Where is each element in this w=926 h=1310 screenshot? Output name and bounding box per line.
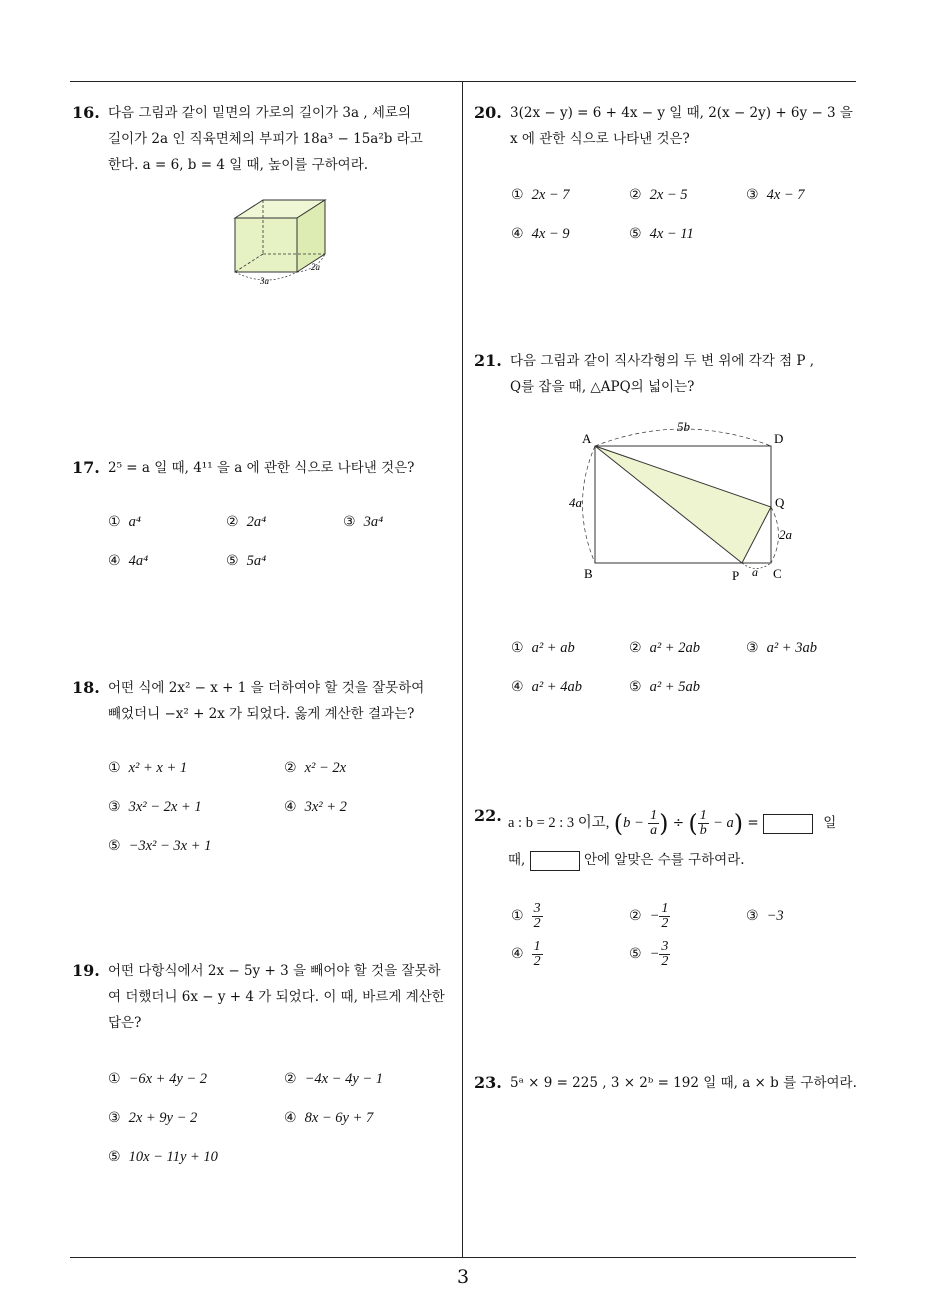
option-text: 4x − 9 (531, 226, 570, 242)
triangle-apq (595, 446, 771, 563)
question-number: 18. (72, 678, 100, 697)
option-mark: ③ (108, 799, 121, 815)
stem-line: 한다. a = 6, b = 4 일 때, 높이를 구하여라. (108, 157, 369, 173)
top-rule (70, 81, 856, 82)
label-5b: 5b (677, 419, 690, 434)
stem-line: 길이가 2a 인 직육면체의 부피가 18a³ − 15a²b 라고 (108, 131, 423, 147)
line2-pre: 때, (508, 852, 526, 868)
option-text: 2x − 5 (649, 187, 688, 203)
question-stem (510, 348, 859, 400)
option-text: x² + x + 1 (128, 760, 188, 776)
option-mark: ③ (343, 514, 356, 530)
option-mark: ④ (511, 679, 524, 695)
stem-line: 다음 그림과 같이 직사각형의 두 변 위에 각각 점 P , (510, 353, 815, 369)
option-text: x² − 2x (304, 760, 347, 776)
question-17 (72, 455, 457, 481)
option-mark: ② (284, 760, 297, 776)
line2-post: 안에 알맞은 수를 구하여라. (583, 852, 745, 868)
option-2[interactable] (629, 187, 688, 204)
option-mark: ④ (511, 946, 524, 962)
stem-line: 5ᵃ × 9 = 225 , 3 × 2ᵇ = 192 일 때, a × b 를 구하여라. (510, 1075, 857, 1091)
question-number: 21. (474, 351, 502, 370)
fraction-1-over-a (648, 809, 659, 838)
option-mark: ③ (108, 1110, 121, 1126)
option-mark: ⑤ (629, 946, 642, 962)
option-text: −3x² − 3x + 1 (128, 838, 212, 854)
numerator: 3 (533, 901, 541, 916)
option-mark: ④ (284, 799, 297, 815)
question-stem (108, 675, 457, 727)
question-number: 22. (474, 806, 502, 825)
label-d: D (774, 431, 784, 446)
answer-box (763, 814, 813, 834)
left-arc (583, 446, 596, 563)
option-mark: ② (284, 1071, 297, 1087)
question-19 (72, 958, 457, 1036)
stem-line: 빼었더니 −x² + 2x 가 되었다. 옳게 계산한 결과는? (108, 706, 415, 722)
option-mark: ③ (746, 187, 759, 203)
denominator: 2 (661, 916, 669, 931)
bottom-rule (70, 1257, 856, 1258)
option-1[interactable] (511, 902, 543, 931)
option-text: 3a⁴ (363, 514, 384, 530)
option-1[interactable] (511, 640, 575, 657)
option-2[interactable] (284, 1071, 383, 1088)
answer-box (530, 851, 580, 871)
option-mark: ⑤ (629, 226, 642, 242)
option-mark: ② (226, 514, 239, 530)
option-2[interactable] (226, 514, 266, 531)
denominator: b (699, 823, 707, 838)
stem-line-1 (508, 803, 864, 843)
label-q: Q (775, 495, 785, 510)
option-text: a⁴ (128, 514, 141, 530)
denominator: a (650, 823, 658, 838)
fraction-1-over-b (698, 809, 709, 838)
option-text: 5a⁴ (246, 553, 267, 569)
numerator: 3 (661, 939, 669, 954)
option-fraction (532, 940, 543, 969)
option-3[interactable] (746, 640, 817, 657)
stem-line: 어떤 다항식에서 2x − 5y + 3 을 빼어야 할 것을 잘못하 (108, 963, 441, 979)
numerator: 1 (650, 808, 658, 823)
option-mark: ② (629, 908, 642, 924)
option-sign: − (649, 946, 660, 962)
divide-sign: ÷ (672, 815, 685, 831)
option-4[interactable] (284, 1110, 373, 1127)
question-number: 19. (72, 961, 100, 980)
label-4a: 4a (569, 495, 582, 510)
right-paren: ) (733, 809, 744, 838)
option-text: a² + 2ab (649, 640, 700, 656)
stem-line: 여 더했더니 6x − y + 4 가 되었다. 이 때, 바르게 계산한 (108, 989, 445, 1005)
question-number: 23. (474, 1073, 502, 1092)
option-text: 3x² − 2x + 1 (128, 799, 202, 815)
ratio-text: a : b = 2 : 3 이고, (508, 815, 610, 831)
numerator: 1 (699, 808, 707, 823)
minus-a: − a (713, 815, 734, 831)
option-mark: ① (511, 187, 524, 203)
stem-line: 2⁵ = a 일 때, 4¹¹ 을 a 에 관한 식으로 나타낸 것은? (108, 460, 415, 476)
option-mark: ② (629, 187, 642, 203)
option-mark: ① (108, 760, 121, 776)
label-p: P (732, 568, 740, 583)
option-5[interactable] (108, 838, 211, 855)
right-arc (771, 507, 779, 563)
option-mark: ④ (511, 226, 524, 242)
option-fraction (659, 940, 670, 969)
question-20 (474, 100, 859, 152)
option-text: a² + 4ab (531, 679, 582, 695)
question-number: 16. (72, 103, 100, 122)
option-text: 3x² + 2 (304, 799, 347, 815)
question-number: 20. (474, 103, 502, 122)
option-1[interactable] (108, 1071, 207, 1088)
option-2[interactable] (284, 760, 346, 777)
stem-line: 다음 그림과 같이 밑면의 가로의 길이가 3a , 세로의 (108, 105, 412, 121)
option-mark: ⑤ (226, 553, 239, 569)
denominator: 2 (533, 954, 541, 969)
denominator: 2 (661, 954, 669, 969)
option-mark: ⑤ (108, 838, 121, 854)
tail-text: 일 (823, 815, 837, 831)
numerator: 1 (533, 939, 541, 954)
option-text: a² + ab (531, 640, 575, 656)
stem-line: 답은? (108, 1015, 142, 1031)
option-5[interactable] (629, 226, 694, 243)
option-mark: ⑤ (629, 679, 642, 695)
option-1[interactable] (511, 187, 570, 204)
option-3[interactable] (108, 799, 202, 816)
stem-line: x 에 관한 식으로 나타낸 것은? (510, 131, 690, 147)
option-text: 2x + 9y − 2 (128, 1110, 198, 1126)
question-number: 17. (72, 458, 100, 477)
numerator: 1 (661, 901, 669, 916)
question-18 (72, 675, 457, 727)
question-23 (474, 1070, 864, 1096)
right-paren: ) (659, 809, 669, 838)
option-text: −4x − 4y − 1 (304, 1071, 384, 1087)
option-sign: − (649, 908, 660, 924)
question-stem (510, 100, 859, 152)
question-stem (508, 803, 864, 873)
option-3[interactable] (108, 1110, 197, 1127)
stem-line-2 (508, 847, 864, 873)
question-21 (474, 348, 859, 400)
option-text: 2a⁴ (246, 514, 267, 530)
option-5[interactable] (226, 553, 266, 570)
option-4[interactable] (511, 940, 543, 969)
column-divider (462, 81, 463, 1257)
label-2a: 2a (779, 527, 792, 542)
option-fraction (659, 902, 670, 931)
option-mark: ④ (108, 553, 121, 569)
question-16 (72, 100, 457, 178)
option-text: a² + 3ab (766, 640, 817, 656)
left-paren: ( (613, 809, 624, 838)
option-4[interactable] (511, 679, 582, 696)
option-text: 10x − 11y + 10 (128, 1149, 218, 1165)
option-3[interactable] (746, 187, 805, 204)
option-text: a² + 5ab (649, 679, 700, 695)
option-1[interactable] (108, 760, 187, 777)
label-c: C (773, 566, 782, 581)
option-2[interactable] (629, 902, 670, 931)
option-4[interactable] (108, 553, 148, 570)
option-4[interactable] (511, 226, 570, 243)
option-mark: ③ (746, 908, 759, 924)
question-stem (108, 455, 457, 481)
option-text: 2x − 7 (531, 187, 570, 203)
option-2[interactable] (629, 640, 700, 657)
stem-line: Q를 잡을 때, △APQ의 넓이는? (510, 379, 695, 395)
width-label: 3a (260, 276, 269, 286)
option-text: 8x − 6y + 7 (304, 1110, 374, 1126)
question-stem (108, 100, 457, 178)
stem-line: 어떤 식에 2x² − x + 1 을 더하여야 할 것을 잘못하여 (108, 680, 425, 696)
option-5[interactable] (108, 1149, 218, 1166)
option-mark: ① (511, 640, 524, 656)
rectangle-figure (560, 416, 800, 588)
page-number: 3 (456, 1266, 470, 1288)
option-mark: ① (108, 1071, 121, 1087)
option-text: 4x − 11 (649, 226, 694, 242)
option-mark: ⑤ (108, 1149, 121, 1165)
equals-sign: = (747, 815, 759, 831)
label-a: A (582, 431, 592, 446)
option-mark: ④ (284, 1110, 297, 1126)
option-mark: ② (629, 640, 642, 656)
option-fraction (532, 902, 543, 931)
question-stem (108, 958, 457, 1036)
question-stem (510, 1070, 864, 1096)
stem-line: 3(2x − y) = 6 + 4x − y 일 때, 2(x − 2y) + 6y − 3 을 (510, 105, 853, 121)
option-mark: ③ (746, 640, 759, 656)
cuboid-front-face (235, 218, 297, 272)
option-text: −6x + 4y − 2 (128, 1071, 208, 1087)
label-b: B (584, 566, 593, 581)
cuboid-figure (225, 192, 335, 288)
option-5[interactable] (629, 679, 700, 696)
option-text: −3 (766, 908, 784, 924)
option-5[interactable] (629, 940, 670, 969)
option-1[interactable] (108, 514, 141, 531)
option-4[interactable] (284, 799, 347, 816)
b-minus: b − (623, 815, 644, 831)
denominator: 2 (533, 916, 541, 931)
option-text: 4x − 7 (766, 187, 805, 203)
option-3[interactable] (746, 908, 784, 925)
label-small-a: a (752, 565, 758, 579)
option-3[interactable] (343, 514, 383, 531)
question-22 (474, 803, 864, 873)
option-mark: ① (108, 514, 121, 530)
left-paren: ( (688, 809, 698, 838)
option-text: 4a⁴ (128, 553, 149, 569)
option-mark: ① (511, 908, 524, 924)
depth-label: 2a (311, 262, 320, 272)
